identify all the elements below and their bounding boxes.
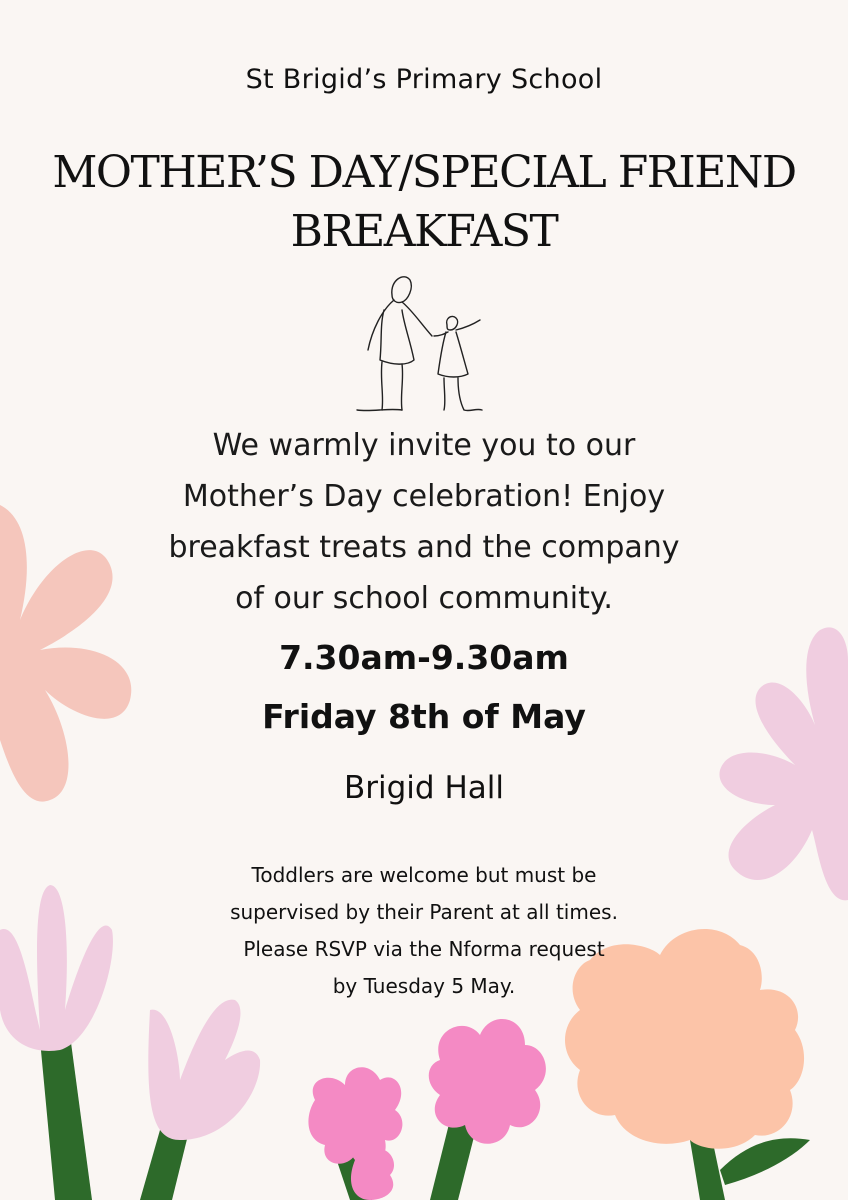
notes-line-4: by Tuesday 5 May. bbox=[332, 974, 516, 998]
notes-line-1: Toddlers are welcome but must be bbox=[251, 863, 597, 887]
event-title bbox=[0, 143, 848, 261]
notes-line-2: supervised by their Parent at all times. bbox=[230, 900, 618, 924]
event-date: Friday 8th of May bbox=[262, 697, 586, 736]
event-time: 7.30am-9.30am bbox=[279, 638, 569, 677]
invitation-line-3: breakfast treats and the company bbox=[168, 530, 680, 565]
invitation-line-4: of our school community. bbox=[235, 581, 613, 616]
notes-line-3: Please RSVP via the Nforma request bbox=[243, 937, 605, 961]
pink-flowers bbox=[308, 1019, 545, 1200]
event-venue: Brigid Hall bbox=[344, 770, 504, 806]
title-line-2: BREAKFAST bbox=[290, 206, 558, 257]
title-line-1: MOTHER’S DAY/SPECIAL FRIEND bbox=[52, 147, 796, 198]
event-notes bbox=[0, 857, 848, 1005]
lilac-tulip-flower-2 bbox=[140, 1000, 260, 1200]
invitation-line-1: We warmly invite you to our bbox=[212, 428, 636, 463]
invitation-text bbox=[0, 420, 848, 624]
school-name: St Brigid’s Primary School bbox=[245, 64, 603, 95]
mother-child-line-art-icon bbox=[352, 270, 497, 415]
invitation-line-2: Mother’s Day celebration! Enjoy bbox=[182, 479, 666, 514]
